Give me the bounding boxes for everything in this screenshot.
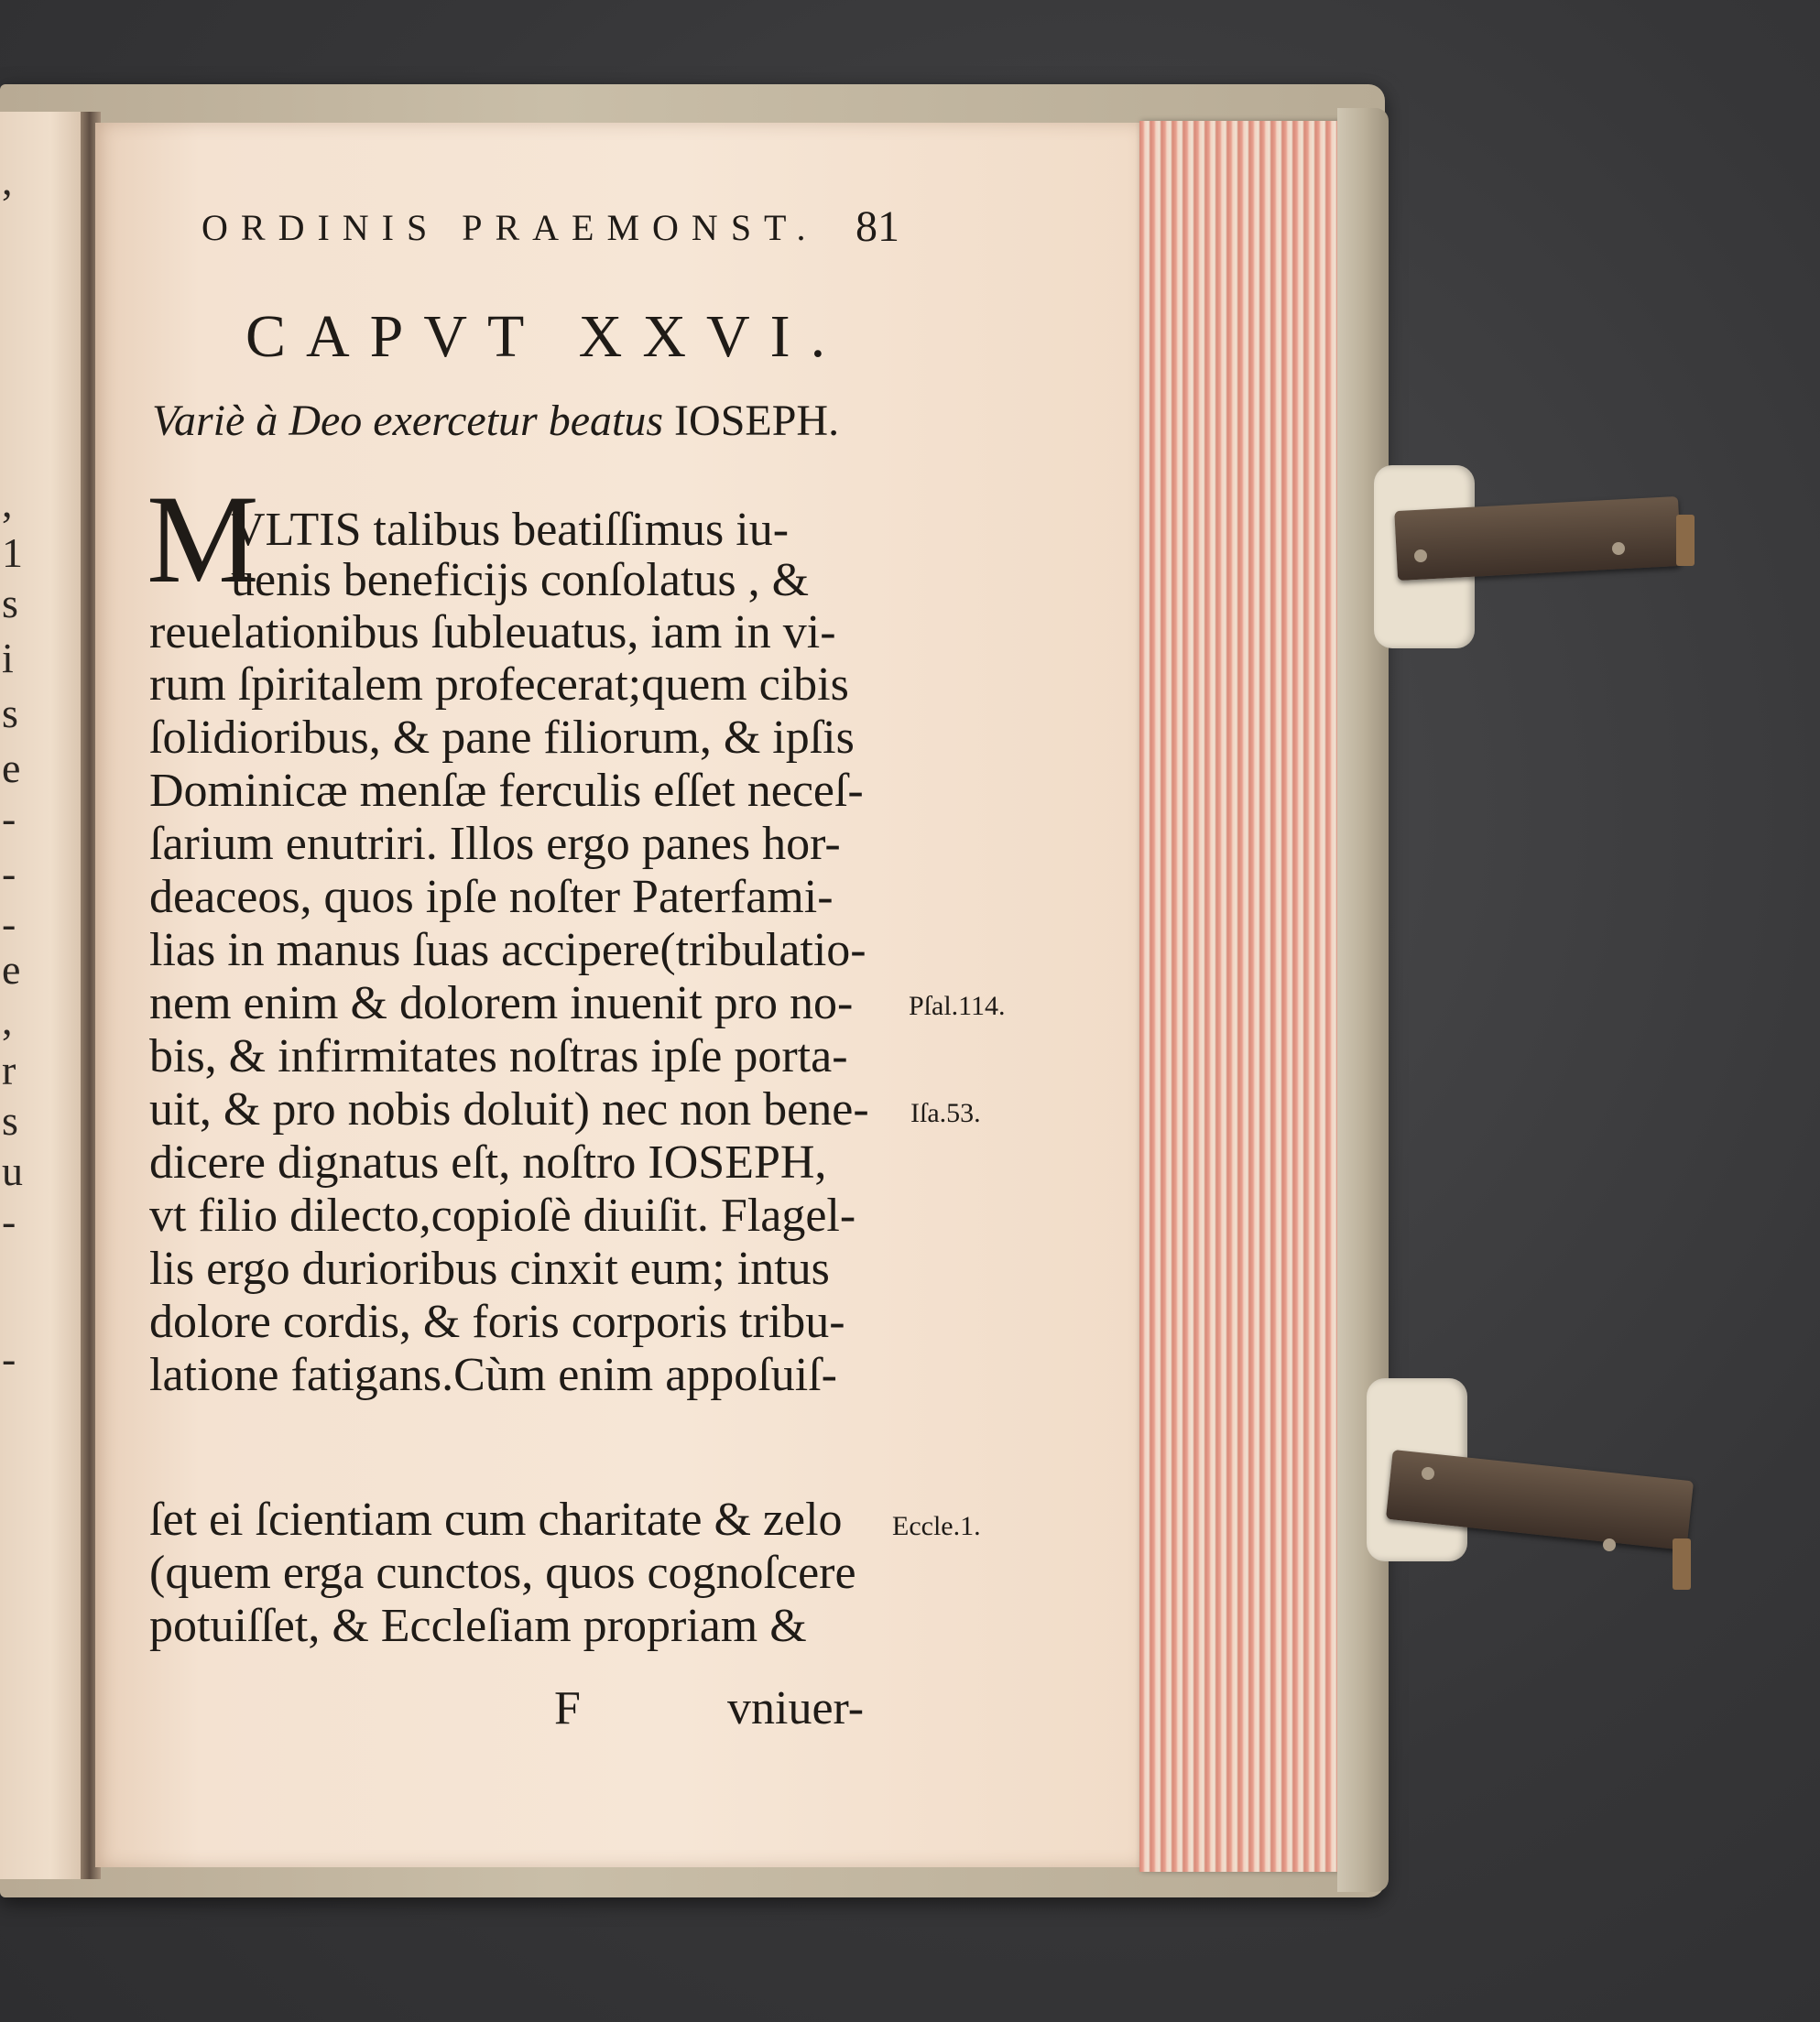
text-line: VLTIS talibus beatiſſimus iu- — [231, 504, 790, 556]
signature-mark: F — [554, 1682, 581, 1734]
text-line: lis ergo durioribus cinxit eum; intus — [149, 1243, 830, 1295]
text-line: (quem erga cunctos, quos cognoſcere — [149, 1547, 856, 1599]
text-line: uenis beneficijs conſolatus , & — [231, 554, 810, 606]
running-head: ORDINIS PRAEMONST. — [202, 207, 819, 248]
left-margin-letter: u — [2, 1147, 23, 1194]
left-page-margin — [0, 112, 84, 1879]
left-margin-letter: s — [2, 690, 18, 736]
left-margin-letter: e — [2, 745, 21, 791]
left-margin-letter: i — [2, 635, 14, 681]
left-margin-letter: - — [2, 900, 16, 947]
text-line: nem enim & dolorem inuenit pro no- — [149, 977, 854, 1029]
text-line: reuelationibus ſubleuatus, iam in vi- — [149, 606, 836, 658]
chapter-title: CAPVT XXVI. — [245, 303, 846, 370]
text-line: ſolidioribus, & pane filiorum, & ipſis — [149, 712, 855, 764]
left-margin-letter: , — [2, 479, 13, 526]
catchword: vniuer- — [727, 1682, 865, 1734]
lower-clasp-rivet — [1422, 1467, 1434, 1480]
left-margin-letter: s — [2, 580, 18, 626]
left-margin-letter: e — [2, 946, 21, 993]
text-line: ſet ei ſcientiam cum charitate & zelo — [149, 1494, 843, 1546]
cover-edge — [1337, 108, 1389, 1892]
text-line: Dominicæ menſæ ferculis eſſet neceſ- — [149, 765, 864, 817]
upper-clasp-hook — [1676, 515, 1695, 566]
page-edges — [1139, 121, 1343, 1872]
left-margin-letter: - — [2, 795, 16, 842]
left-margin-letter: - — [2, 1198, 16, 1245]
lower-clasp-hook — [1673, 1538, 1691, 1590]
upper-clasp-rivet — [1414, 549, 1427, 562]
text-line: dicere dignatus eſt, noſtro IOSEPH, — [149, 1136, 827, 1189]
left-margin-letter: - — [2, 850, 16, 897]
text-line: vt filio dilecto,copioſè diuiſit. Flagel- — [149, 1190, 856, 1242]
lower-clasp-rivet — [1603, 1538, 1616, 1551]
margin-note-isaiah: Iſa.53. — [910, 1098, 981, 1128]
left-margin-letter: , — [2, 996, 13, 1043]
chapter-subtitle — [152, 396, 839, 446]
text-line: ſarium enutriri. Illos ergo panes hor- — [149, 818, 841, 870]
text-line: rum ſpiritalem profecerat;quem cibis — [149, 658, 849, 711]
text-line: bis, & infirmitates noſtras ipſe porta- — [149, 1030, 848, 1082]
text-line: dolore cordis, & foris corporis tribu- — [149, 1296, 845, 1348]
page-number: 81 — [856, 202, 899, 251]
drop-cap: M — [147, 469, 259, 609]
text-line: uit, & pro nobis doluit) nec non bene- — [149, 1083, 869, 1136]
left-margin-letter: - — [2, 1335, 16, 1382]
subtitle-italic: Variè à Deo exercetur beatus — [152, 397, 664, 445]
left-margin-letter: 1 — [2, 529, 23, 576]
margin-note-psalm: Pſal.114. — [909, 991, 1006, 1021]
left-page — [0, 112, 84, 1879]
margin-note-ecclesiastes: Eccle.1. — [892, 1511, 981, 1541]
left-margin-letter: , — [2, 157, 13, 203]
left-margin-letter: s — [2, 1097, 18, 1144]
subtitle-name: IOSEPH. — [674, 397, 840, 445]
text-line: deaceos, quos ipſe noſter Paterfami- — [149, 871, 834, 923]
left-margin-letter: r — [2, 1047, 16, 1093]
upper-clasp-strap — [1394, 496, 1682, 581]
text-line: latione fatigans.Cùm enim appoſuiſ- — [149, 1349, 837, 1401]
text-line: potuiſſet, & Eccleſiam propriam & — [149, 1600, 807, 1652]
upper-clasp-rivet — [1612, 542, 1625, 555]
text-line: lias in manus ſuas accipere(tribulatio- — [149, 924, 866, 976]
